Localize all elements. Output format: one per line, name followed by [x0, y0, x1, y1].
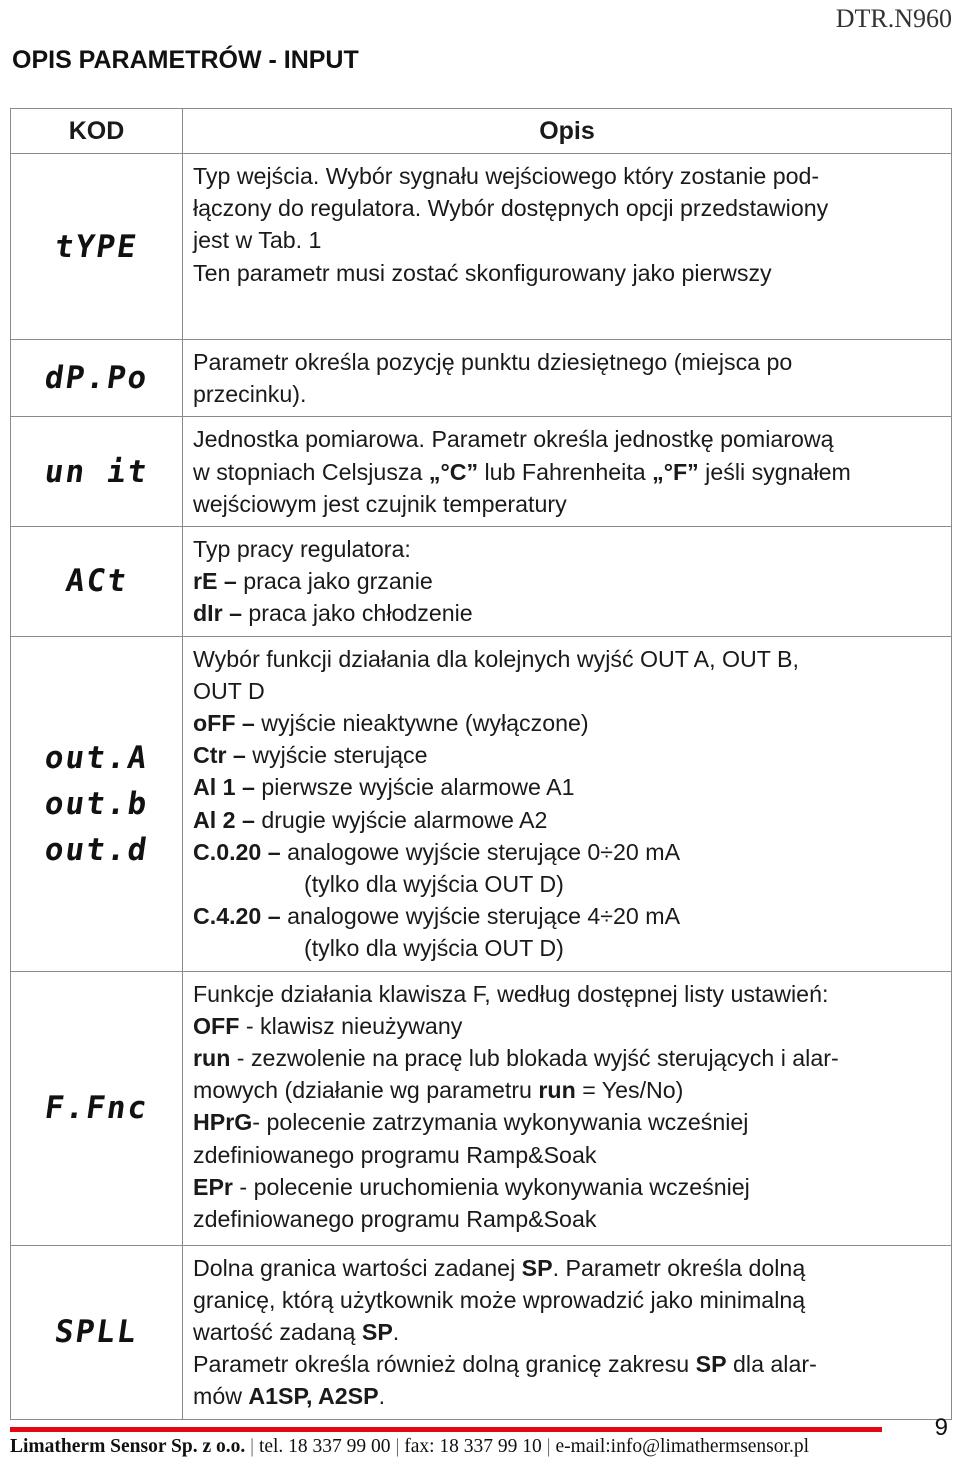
bold-segment: SP: [521, 1254, 553, 1281]
description-line: [193, 643, 941, 675]
text-segment: dla alar-: [726, 1351, 817, 1378]
text-segment: Dolna granica wartości zadanej: [193, 1254, 522, 1281]
lcd-code: ACt: [62, 563, 131, 600]
footer-separator: |: [250, 1436, 255, 1457]
footer-separator: |: [546, 1436, 551, 1457]
parameters-table: [10, 108, 952, 1420]
description-line: [193, 224, 941, 256]
text-segment: łączony do regulatora. Wybór dostępnych opcji przedstawiony: [193, 195, 829, 222]
bold-segment: run: [538, 1077, 576, 1104]
description-line: [193, 1106, 941, 1138]
code-cell: [11, 417, 183, 527]
lcd-code: F.Fnc: [42, 1090, 151, 1127]
code-stack: [11, 454, 182, 490]
code-stack: [11, 740, 182, 868]
lcd-code: out.d: [42, 831, 151, 868]
lcd-code: tYPE: [52, 228, 141, 265]
page-title: OPIS PARAMETRÓW - INPUT: [12, 46, 359, 74]
description-line: [193, 1252, 941, 1284]
text-segment: w stopniach Celsjusza: [193, 458, 429, 485]
footer-separator: |: [395, 1436, 400, 1457]
description-line: [193, 1171, 941, 1203]
description-cell: [183, 636, 952, 971]
text-segment: Ten parametr musi zostać skonfigurowany jako pierwszy: [193, 259, 772, 286]
footer-email: e-mail:info@limathermsensor.pl: [555, 1436, 809, 1457]
text-segment: Typ pracy regulatora:: [193, 536, 411, 563]
description-line: [193, 675, 941, 707]
code-cell: [11, 1245, 183, 1419]
text-segment: lub Fahrenheita: [478, 458, 653, 485]
text-segment: analogowe wyjście sterujące 0÷20 mA: [280, 838, 681, 865]
bold-segment: C.4.20 –: [193, 903, 281, 930]
table-row: [11, 417, 952, 527]
code-stack: [11, 1314, 182, 1350]
description-line: [193, 900, 941, 932]
description-line: [193, 257, 941, 289]
footer-fax: fax: 18 337 99 10: [404, 1436, 542, 1457]
lcd-code: SPLL: [52, 1314, 141, 1351]
text-segment: przecinku).: [193, 381, 307, 408]
description-line: [193, 804, 941, 836]
text-segment: wyjście sterujące: [245, 742, 428, 769]
text-segment: Parametr określa pozycję punktu dziesiętnego (miejsca po: [193, 349, 793, 375]
description-line: [193, 597, 941, 629]
description-line: [193, 1203, 941, 1235]
description-line: [193, 346, 941, 378]
text-segment: jest w Tab. 1: [193, 227, 322, 254]
footer-accent-bar: [10, 1427, 882, 1432]
description-line: [193, 423, 941, 455]
code-cell: [11, 154, 183, 340]
description-line: [193, 868, 941, 900]
text-segment: wartość zadaną: [193, 1319, 362, 1346]
bold-segment: C.0.20 –: [193, 838, 281, 865]
description-line: [193, 978, 941, 1010]
description-line: [193, 488, 941, 520]
description-line: [193, 1380, 941, 1412]
description-line: [193, 836, 941, 868]
bold-segment: Al 2 –: [193, 806, 255, 833]
description-cell: [183, 340, 952, 417]
lcd-code: dP.Po: [42, 360, 151, 397]
code-stack: [11, 1090, 182, 1126]
description-cell: [183, 1245, 952, 1419]
description-line: [193, 739, 941, 771]
code-stack: [11, 229, 182, 265]
code-cell: [11, 636, 183, 971]
description-cell: [183, 154, 952, 340]
text-segment: wejściowym jest czujnik temperatury: [193, 490, 567, 517]
text-segment: - polecenie zatrzymania wykonywania wcześniej: [252, 1109, 749, 1136]
description-line: [193, 192, 941, 224]
description-line: [193, 1010, 941, 1042]
bold-segment: Ctr –: [193, 742, 246, 769]
text-segment: Funkcje działania klawisza F, według dostępnej listy ustawień:: [193, 980, 829, 1007]
bold-segment: A1SP, A2SP: [248, 1383, 379, 1410]
bold-segment: dIr –: [193, 600, 242, 627]
bold-segment: oFF –: [193, 710, 255, 737]
document-id: DTR.N960: [835, 4, 952, 33]
table-header-row: [11, 109, 952, 154]
text-segment: granicę, którą użytkownik może wprowadzić jako minimalną: [193, 1286, 806, 1313]
text-segment: zdefiniowanego programu Ramp&Soak: [193, 1206, 597, 1233]
text-segment: .: [378, 1383, 386, 1410]
text-segment: drugie wyjście alarmowe A2: [254, 806, 548, 833]
text-segment: jeśli sygnałem: [698, 458, 851, 485]
text-segment: pierwsze wyjście alarmowe A1: [254, 774, 575, 801]
description-line: [193, 1348, 941, 1380]
description-cell: [183, 527, 952, 637]
text-segment: zdefiniowanego programu Ramp&Soak: [193, 1141, 597, 1168]
lcd-code: out.A: [42, 739, 151, 776]
text-segment: Typ wejścia. Wybór sygnału wejściowego który zostanie pod-: [193, 163, 820, 189]
description-line: [193, 160, 941, 192]
text-segment: Wybór funkcji działania dla kolejnych wyjść OUT A, OUT B,: [193, 645, 799, 672]
indented-note: (tylko dla wyjścia OUT D): [304, 871, 564, 898]
description-line: [193, 1284, 941, 1316]
description-cell: [183, 417, 952, 527]
text-segment: wyjście nieaktywne (wyłączone): [254, 710, 589, 737]
text-segment: praca jako chłodzenie: [241, 600, 473, 627]
text-segment: .: [392, 1319, 400, 1346]
description-line: [193, 1074, 941, 1106]
text-segment: Jednostka pomiarowa. Parametr określa jednostkę pomiarową: [193, 426, 834, 453]
bold-segment: EPr: [193, 1173, 233, 1200]
text-segment: - polecenie uruchomienia wykonywania wcześniej: [232, 1173, 750, 1200]
text-segment: . Parametr określa dolną: [552, 1254, 806, 1281]
description-line: [193, 456, 941, 488]
code-cell: [11, 340, 183, 417]
bold-segment: SP: [695, 1351, 727, 1378]
bold-segment: „°C”: [428, 458, 479, 485]
text-segment: - zezwolenie na pracę lub blokada wyjść sterujących i alar-: [230, 1045, 839, 1072]
text-segment: - klawisz nieużywany: [239, 1012, 463, 1039]
footer: [10, 1436, 809, 1458]
code-stack: [11, 360, 182, 396]
description-line: [193, 565, 941, 597]
text-segment: praca jako grzanie: [236, 568, 433, 595]
footer-company: Limatherm Sensor Sp. z o.o.: [10, 1436, 246, 1457]
text-segment: mów: [193, 1383, 249, 1410]
footer-tel: tel. 18 337 99 00: [258, 1436, 391, 1457]
table-row: [11, 154, 952, 340]
text-segment: OUT D: [193, 677, 265, 704]
page-number: 9: [934, 1414, 948, 1441]
description-line: [193, 771, 941, 803]
table-row: [11, 527, 952, 637]
bold-segment: SP: [361, 1319, 393, 1346]
description-line: [193, 1042, 941, 1074]
indented-note: (tylko dla wyjścia OUT D): [304, 935, 564, 962]
text-segment: = Yes/No): [575, 1077, 684, 1104]
description-line: [193, 378, 941, 410]
table-row: [11, 1245, 952, 1419]
bold-segment: „°F”: [652, 458, 699, 485]
description-line: [193, 1316, 941, 1348]
description-line: [193, 707, 941, 739]
description-cell: [183, 971, 952, 1245]
code-cell: [11, 971, 183, 1245]
header-kod: KOD: [11, 109, 183, 154]
description-line: [193, 932, 941, 964]
description-line: [193, 1139, 941, 1171]
code-cell: [11, 527, 183, 637]
bold-segment: HPrG: [193, 1109, 253, 1136]
table-row: [11, 971, 952, 1245]
text-segment: mowych (działanie wg parametru: [193, 1077, 539, 1104]
text-segment: Parametr określa również dolną granicę zakresu: [193, 1351, 696, 1378]
description-line: [193, 533, 941, 565]
table-body: [11, 154, 952, 1420]
bold-segment: rE –: [193, 568, 237, 595]
bold-segment: run: [193, 1045, 231, 1072]
code-stack: [11, 563, 182, 599]
table-row: [11, 340, 952, 417]
lcd-code: un it: [42, 453, 151, 490]
lcd-code: out.b: [42, 785, 151, 822]
table-row: [11, 636, 952, 971]
bold-segment: Al 1 –: [193, 774, 255, 801]
header-opis: Opis: [183, 109, 952, 154]
text-segment: analogowe wyjście sterujące 4÷20 mA: [280, 903, 681, 930]
bold-segment: OFF: [193, 1012, 240, 1039]
